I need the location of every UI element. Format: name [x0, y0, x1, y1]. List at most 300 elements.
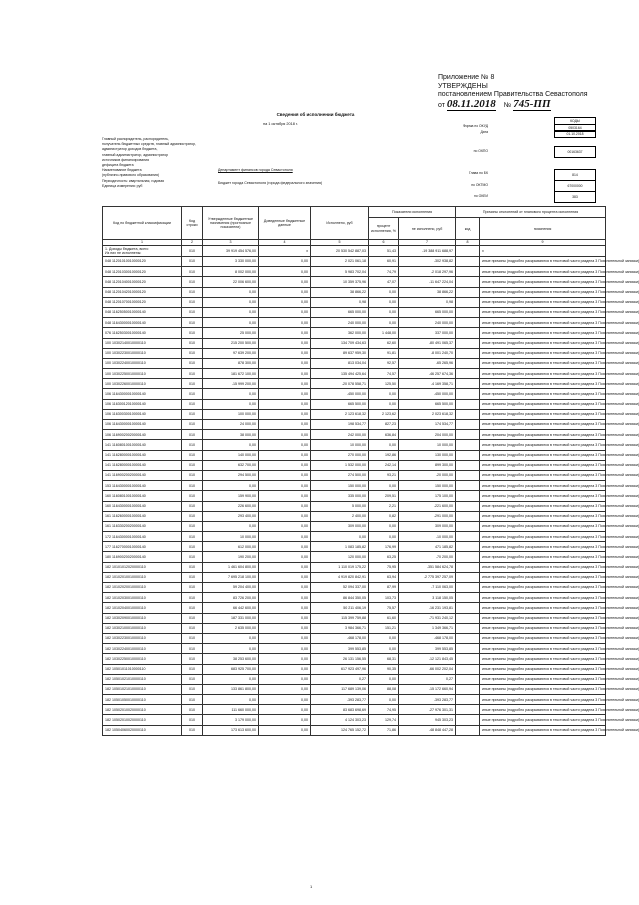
row-deviation: -468 178,00 [399, 633, 456, 643]
row-executed: 3 984 366,71 [311, 623, 369, 633]
row-percent: 0,00 [369, 307, 399, 317]
row-percent: 0,00 [369, 695, 399, 705]
row-approved: 226 600,00 [203, 501, 259, 511]
row-reason-code [456, 623, 480, 633]
row-brought: 0,00 [259, 532, 311, 542]
row-approved: 0,00 [203, 481, 259, 491]
row-reason-code [456, 695, 480, 705]
row-brought: 0,00 [259, 511, 311, 521]
row-brought: 0,00 [259, 654, 311, 664]
row-deviation: 665 500,00 [399, 399, 456, 409]
table-row [103, 664, 606, 674]
row-executed: 309 000,00 [311, 521, 369, 531]
row-brought: 0,00 [259, 603, 311, 613]
row-deviation: -8 001 240,70 [399, 348, 456, 358]
row-approved: 173 613 600,00 [203, 725, 259, 735]
row-executed: 115 399 759,88 [311, 613, 369, 623]
row-deviation: -7 110 063,00 [399, 583, 456, 593]
row-reason-code [456, 572, 480, 582]
row-reason-code [456, 664, 480, 674]
code-label: Форма по ОКУД [462, 124, 488, 128]
row-executed: 89 637 959,30 [311, 348, 369, 358]
row-executed: 2 123 618,32 [311, 409, 369, 419]
row-approved: 878 300,00 [203, 358, 259, 368]
table-row [103, 644, 606, 654]
page-number: 1 [310, 884, 313, 889]
header-indicators: Показатели исполнения [369, 207, 456, 218]
row-brought: 0,00 [259, 277, 311, 287]
row-percent: 92,57 [369, 358, 399, 368]
row-approved: 133 861 800,00 [203, 684, 259, 694]
row-deviation: -65 265,96 [399, 358, 456, 368]
row-percent: 103,73 [369, 593, 399, 603]
annex-resolution: постановлением Правительства Севастополя [438, 91, 588, 98]
row-percent: 60,91 [369, 257, 399, 267]
table-row [103, 705, 606, 715]
row-reason: иные причины (подробно раскрываются в текстовой части раздела 3 Пояснительной записки) [480, 481, 606, 491]
row-line-code: 010 [182, 532, 203, 542]
annex-block [438, 74, 587, 110]
row-reason: иные причины (подробно раскрываются в текстовой части раздела 3 Пояснительной записки) [480, 369, 606, 379]
row-reason: иные причины (подробно раскрываются в текстовой части раздела 3 Пояснительной записки) [480, 552, 606, 562]
row-brought: 0,00 [259, 684, 311, 694]
row-deviation: -302 938,82 [399, 257, 456, 267]
row-approved: 59 204 400,00 [203, 583, 259, 593]
row-code: 048 11625050010000140 [103, 307, 182, 317]
row-brought: 0,00 [259, 430, 311, 440]
row-reason-code [456, 583, 480, 593]
row-reason: иные причины (подробно раскрываются в текстовой части раздела 3 Пояснительной записки) [480, 583, 606, 593]
row-deviation: -20 000,00 [399, 470, 456, 480]
header-explanation: пояснения [480, 218, 606, 240]
row-approved: 10 000,00 [203, 532, 259, 542]
row-executed: 240 000,00 [311, 318, 369, 328]
row-percent: 71,86 [369, 725, 399, 735]
row-deviation: 945 303,23 [399, 715, 456, 725]
row-code: 048 11201070010000120 [103, 297, 182, 307]
row-reason-code [456, 450, 480, 460]
row-reason-code [456, 267, 480, 277]
row-deviation: 0,98 [399, 297, 456, 307]
column-number: 6 [369, 240, 399, 246]
row-reason-code [456, 501, 480, 511]
row-executed: 0,27 [311, 674, 369, 684]
table-row [103, 511, 606, 521]
table-row [103, 603, 606, 613]
column-number: 1 [103, 240, 182, 246]
row-brought: 0,00 [259, 297, 311, 307]
row-code: 106 11630030010000140 [103, 409, 182, 419]
header-executed: Исполнено, руб [311, 207, 369, 240]
row-reason: иные причины (подробно раскрываются в текстовой части раздела 3 Пояснительной записки) [480, 307, 606, 317]
row-line-code: 010 [182, 552, 203, 562]
row-brought: 0,00 [259, 521, 311, 531]
row-approved: 0,00 [203, 695, 259, 705]
row-executed: 242 000,00 [311, 430, 369, 440]
row-line-code: 010 [182, 379, 203, 389]
row-brought: 0,00 [259, 562, 311, 572]
row-deviation: 665 000,00 [399, 307, 456, 317]
row-percent: 242,14 [369, 460, 399, 470]
table-row [103, 257, 606, 267]
row-executed: 38 866,22 [311, 287, 369, 297]
row-deviation: -450 000,00 [399, 389, 456, 399]
row-code: 048 11201042010000120 [103, 287, 182, 297]
row-deviation: 309 000,00 [399, 521, 456, 531]
row-code: 106 11690020020000140 [103, 430, 182, 440]
row-line-code: 010 [182, 695, 203, 705]
row-reason-code [456, 369, 480, 379]
row-brought: 0,00 [259, 389, 311, 399]
row-reason: иные причины (подробно раскрываются в текстовой части раздела 3 Пояснительной записки) [480, 430, 606, 440]
row-percent: 0,00 [369, 399, 399, 409]
row-approved: 0,00 [203, 307, 259, 317]
row-percent: 636,84 [369, 430, 399, 440]
code-label: Глава по БК [469, 171, 488, 175]
row-line-code: 010 [182, 664, 203, 674]
row-code: 182 10102030010000110 [103, 593, 182, 603]
row-percent: 2,21 [369, 501, 399, 511]
table-row [103, 725, 606, 735]
code-label: по ОКТМО [471, 183, 488, 187]
row-reason: иные причины (подробно раскрываются в текстовой части раздела 3 Пояснительной записки) [480, 715, 606, 725]
table-row [103, 328, 606, 338]
row-brought: 0,00 [259, 470, 311, 480]
table-row [103, 633, 606, 643]
row-executed: 198 534,77 [311, 420, 369, 430]
row-reason: иные причины (подробно раскрываются в текстовой части раздела 3 Пояснительной записки) [480, 654, 606, 664]
row-executed: 1 083 185,82 [311, 542, 369, 552]
row-reason: иные причины (подробно раскрываются в текстовой части раздела 3 Пояснительной записки) [480, 572, 606, 582]
row-brought: 0,00 [259, 481, 311, 491]
row-percent: 47,07 [369, 277, 399, 287]
row-percent: 91,81 [369, 348, 399, 358]
row-approved: 215 200 500,00 [203, 338, 259, 348]
row-line-code: 010 [182, 572, 203, 582]
row-code: 100 10302260010000110 [103, 379, 182, 389]
row-line-code: 010 [182, 297, 203, 307]
column-number: 4 [259, 240, 311, 246]
row-reason: иные причины (подробно раскрываются в текстовой части раздела 3 Пояснительной записки) [480, 725, 606, 735]
row-code: 141 11690020020000140 [103, 470, 182, 480]
row-deviation: -393 283,77 [399, 695, 456, 705]
row-executed: 4 124 303,23 [311, 715, 369, 725]
row-reason: иные причины (подробно раскрываются в текстовой части раздела 3 Пояснительной записки) [480, 491, 606, 501]
row-deviation: 38 866,22 [399, 287, 456, 297]
row-deviation: 3 118 150,05 [399, 593, 456, 603]
row-reason: иные причины (подробно раскрываются в текстовой части раздела 3 Пояснительной записки) [480, 623, 606, 633]
as-of-date: на 1 октября 2018 г. [263, 122, 298, 126]
row-percent: 74,57 [369, 369, 399, 379]
row-reason-code [456, 633, 480, 643]
row-deviation: -15 172 660,94 [399, 684, 456, 694]
row-reason-code [456, 257, 480, 267]
table-row [103, 409, 606, 419]
row-line-code: 010 [182, 705, 203, 715]
row-reason: иные причины (подробно раскрываются в текстовой части раздела 3 Пояснительной записки) [480, 613, 606, 623]
table-row [103, 481, 606, 491]
row-brought: 0,00 [259, 257, 311, 267]
header-code: Код по бюджетной классификации [103, 207, 182, 240]
row-reason-code [456, 338, 480, 348]
column-number: 5 [311, 240, 369, 246]
row-percent: 90,35 [369, 664, 399, 674]
header-percent: процент исполнения, % [369, 218, 399, 240]
row-percent: 192,86 [369, 450, 399, 460]
row-code: 160 11608010010000140 [103, 491, 182, 501]
row-percent: 0,00 [369, 318, 399, 328]
row-reason: иные причины (подробно раскрываются в текстовой части раздела 3 Пояснительной записки) [480, 695, 606, 705]
row-approved: 7 695 218 100,00 [203, 572, 259, 582]
row-code: 141 11628000010000140 [103, 460, 182, 470]
row-code: 100 10302240010000110 [103, 358, 182, 368]
row-line-code: 010 [182, 684, 203, 694]
row-approved: 632 700,00 [203, 460, 259, 470]
row-code: 161 11633020020000140 [103, 521, 182, 531]
row-percent: 61,60 [369, 613, 399, 623]
row-percent: 125,50 [369, 379, 399, 389]
row-code: 182 10502010020000110 [103, 705, 182, 715]
row-line-code: 010 [182, 644, 203, 654]
table-row [103, 623, 606, 633]
row-line-code: 010 [182, 593, 203, 603]
row-percent: 88,08 [369, 684, 399, 694]
row-deviation: 2 023 618,32 [399, 409, 456, 419]
row-deviation: -4 169 358,71 [399, 379, 456, 389]
row-approved: 100 000,00 [203, 409, 259, 419]
row-brought: 0,00 [259, 460, 311, 470]
table-row [103, 532, 606, 542]
row-percent: 93,21 [369, 470, 399, 480]
row-brought: 0,00 [259, 664, 311, 674]
row-brought: 0,00 [259, 542, 311, 552]
codes-header: КОДЫ [554, 117, 596, 125]
row-reason-code [456, 705, 480, 715]
row-line-code: 010 [182, 420, 203, 430]
row-reason-code [456, 593, 480, 603]
row-percent: 75,95 [369, 562, 399, 572]
row-executed: 2 021 061,18 [311, 257, 369, 267]
row-deviation: -2 018 297,96 [399, 267, 456, 277]
row-executed: 665 500,00 [311, 399, 369, 409]
row-brought: 0,00 [259, 623, 311, 633]
row-code: 182 10302090010000110 [103, 613, 182, 623]
row-executed: 362 000,00 [311, 328, 369, 338]
row-deviation: -66 002 202,04 [399, 664, 456, 674]
row-code: 182 10501021010000110 [103, 674, 182, 684]
row-approved: 0,00 [203, 287, 259, 297]
row-code: 141 11608010010000140 [103, 440, 182, 450]
table-row [103, 450, 606, 460]
row-approved: 0,00 [203, 674, 259, 684]
row-line-code: 010 [182, 409, 203, 419]
row-code: 182 10504060020000110 [103, 725, 182, 735]
row-brought: 0,00 [259, 552, 311, 562]
department-name: Департамент финансов города Севастополя [218, 168, 293, 172]
row-code: 153 11643000010000140 [103, 481, 182, 491]
row-line-code: 010 [182, 257, 203, 267]
row-line-code: 010 [182, 460, 203, 470]
row-line-code: 010 [182, 348, 203, 358]
table-row [103, 572, 606, 582]
row-executed: 1 110 019 175,22 [311, 562, 369, 572]
row-brought: 0,00 [259, 613, 311, 623]
row-code: 1. Доходы бюджета, всего Из них не исполнены: [103, 246, 182, 257]
row-code: 076 11625030010000140 [103, 328, 182, 338]
row-reason: иные причины (подробно раскрываются в текстовой части раздела 3 Пояснительной записки) [480, 420, 606, 430]
row-line-code: 010 [182, 725, 203, 735]
row-approved: 190 200,00 [203, 552, 259, 562]
row-code: 182 10501021010000110 [103, 684, 182, 694]
code-value: 67000000 [554, 180, 596, 192]
row-approved: 3 179 000,00 [203, 715, 259, 725]
table-row [103, 358, 606, 368]
row-brought: 0,00 [259, 572, 311, 582]
row-deviation: -351 584 624,78 [399, 562, 456, 572]
row-executed: 335 000,00 [311, 491, 369, 501]
row-percent: 63,25 [369, 552, 399, 562]
column-number: 2 [182, 240, 203, 246]
row-deviation: 175 100,00 [399, 491, 456, 501]
row-reason: иные причины (подробно раскрываются в текстовой части раздела 3 Пояснительной записки) [480, 684, 606, 694]
row-line-code: 010 [182, 369, 203, 379]
row-approved: 38 253 600,00 [203, 654, 259, 664]
row-percent: 74,95 [369, 705, 399, 715]
row-reason: иные причины (подробно раскрываются в текстовой части раздела 3 Пояснительной записки) [480, 277, 606, 287]
row-approved: 0,00 [203, 389, 259, 399]
row-reason-code [456, 307, 480, 317]
code-value: 00163637 [554, 146, 596, 158]
row-approved: 0,00 [203, 318, 259, 328]
row-code: 182 10302100010000110 [103, 623, 182, 633]
row-brought: 0,00 [259, 369, 311, 379]
row-line-code: 010 [182, 430, 203, 440]
row-deviation: 150 000,00 [399, 481, 456, 491]
row-brought: 0,00 [259, 307, 311, 317]
row-reason-code [456, 358, 480, 368]
row-reason: иные причины (подробно раскрываются в текстовой части раздела 3 Пояснительной записки) [480, 633, 606, 643]
row-line-code: 010 [182, 328, 203, 338]
row-executed: 83 683 698,69 [311, 705, 369, 715]
row-deviation: -19 388 911 688,97 [399, 246, 456, 257]
row-approved: 111 660 000,00 [203, 705, 259, 715]
table-row [103, 613, 606, 623]
row-code: 100 10302230010000110 [103, 348, 182, 358]
row-approved: 140 000,00 [203, 450, 259, 460]
row-brought: 0,00 [259, 318, 311, 328]
row-deviation: 204 000,00 [399, 430, 456, 440]
row-approved: 0,00 [203, 440, 259, 450]
row-code: 161 11626000010000140 [103, 511, 182, 521]
row-line-code: 010 [182, 654, 203, 664]
row-line-code: 010 [182, 450, 203, 460]
code-value: 814 [554, 169, 596, 181]
row-reason: иные причины (подробно раскрываются в текстовой части раздела 3 Пояснительной записки) [480, 399, 606, 409]
row-reason-code [456, 440, 480, 450]
row-deviation: -80 491 065,37 [399, 338, 456, 348]
row-line-code: 010 [182, 623, 203, 633]
row-brought: x [259, 246, 311, 257]
row-line-code: 010 [182, 338, 203, 348]
table-row [103, 246, 606, 257]
row-approved: 83 726 200,00 [203, 593, 259, 603]
row-deviation: 471 185,82 [399, 542, 456, 552]
execution-table [102, 206, 639, 736]
row-deviation: -221 600,00 [399, 501, 456, 511]
row-reason-code [456, 420, 480, 430]
table-row [103, 277, 606, 287]
row-code: 182 10502010020000110 [103, 715, 182, 725]
row-reason: x [480, 246, 606, 257]
row-brought: 0,00 [259, 267, 311, 277]
row-reason-code [456, 613, 480, 623]
row-reason-code [456, 491, 480, 501]
row-deviation: -27 976 301,31 [399, 705, 456, 715]
row-brought: 0,00 [259, 409, 311, 419]
table-row [103, 542, 606, 552]
row-code: 182 10501011010000110 [103, 664, 182, 674]
row-reason: иные причины (подробно раскрываются в текстовой части раздела 3 Пояснительной записки) [480, 603, 606, 613]
table-row [103, 562, 606, 572]
row-reason: иные причины (подробно раскрываются в текстовой части раздела 3 Пояснительной записки) [480, 470, 606, 480]
row-approved: 25 000,00 [203, 328, 259, 338]
row-brought: 0,00 [259, 491, 311, 501]
row-percent: 0,00 [369, 481, 399, 491]
annex-date-prefix: от [438, 101, 445, 109]
row-code: 106 11643000010000140 [103, 420, 182, 430]
annex-num-prefix: № [503, 101, 512, 109]
table-row [103, 369, 606, 379]
row-reason-code [456, 318, 480, 328]
row-percent: 62,60 [369, 338, 399, 348]
row-reason: иные причины (подробно раскрываются в текстовой части раздела 3 Пояснительной записки) [480, 460, 606, 470]
row-brought: 0,00 [259, 450, 311, 460]
table-row [103, 470, 606, 480]
row-executed: 86 844 350,05 [311, 593, 369, 603]
row-approved: 97 639 200,00 [203, 348, 259, 358]
row-percent: 151,21 [369, 623, 399, 633]
row-line-code: 010 [182, 562, 203, 572]
row-code: 177 11627000010000140 [103, 542, 182, 552]
row-deviation: -11 647 224,04 [399, 277, 456, 287]
row-code: 048 11643000010000140 [103, 318, 182, 328]
row-line-code: 010 [182, 267, 203, 277]
row-executed: 2 400,00 [311, 511, 369, 521]
row-deviation: 337 000,00 [399, 328, 456, 338]
code-label: Дата [480, 130, 488, 134]
row-percent: 75,57 [369, 603, 399, 613]
row-code: 182 10102010010000110 [103, 572, 182, 582]
row-executed: 1 532 000,00 [311, 460, 369, 470]
row-percent: 0,00 [369, 287, 399, 297]
row-executed: 10 000,00 [311, 440, 369, 450]
row-line-code: 010 [182, 246, 203, 257]
row-code: 106 11643000010000140 [103, 389, 182, 399]
row-reason-code [456, 562, 480, 572]
row-brought: 0,00 [259, 583, 311, 593]
row-brought: 0,00 [259, 338, 311, 348]
row-reason-code [456, 684, 480, 694]
row-reason: иные причины (подробно раскрываются в текстовой части раздела 3 Пояснительной записки) [480, 338, 606, 348]
header-deviation: не исполнено, руб [399, 218, 456, 240]
row-executed: 134 709 434,63 [311, 338, 369, 348]
row-deviation: 130 000,00 [399, 450, 456, 460]
row-approved: 159 900,00 [203, 491, 259, 501]
row-deviation: 174 534,77 [399, 420, 456, 430]
row-brought: 0,00 [259, 328, 311, 338]
row-deviation: -12 121 843,45 [399, 654, 456, 664]
row-reason: иные причины (подробно раскрываются в текстовой части раздела 3 Пояснительной записки) [480, 348, 606, 358]
